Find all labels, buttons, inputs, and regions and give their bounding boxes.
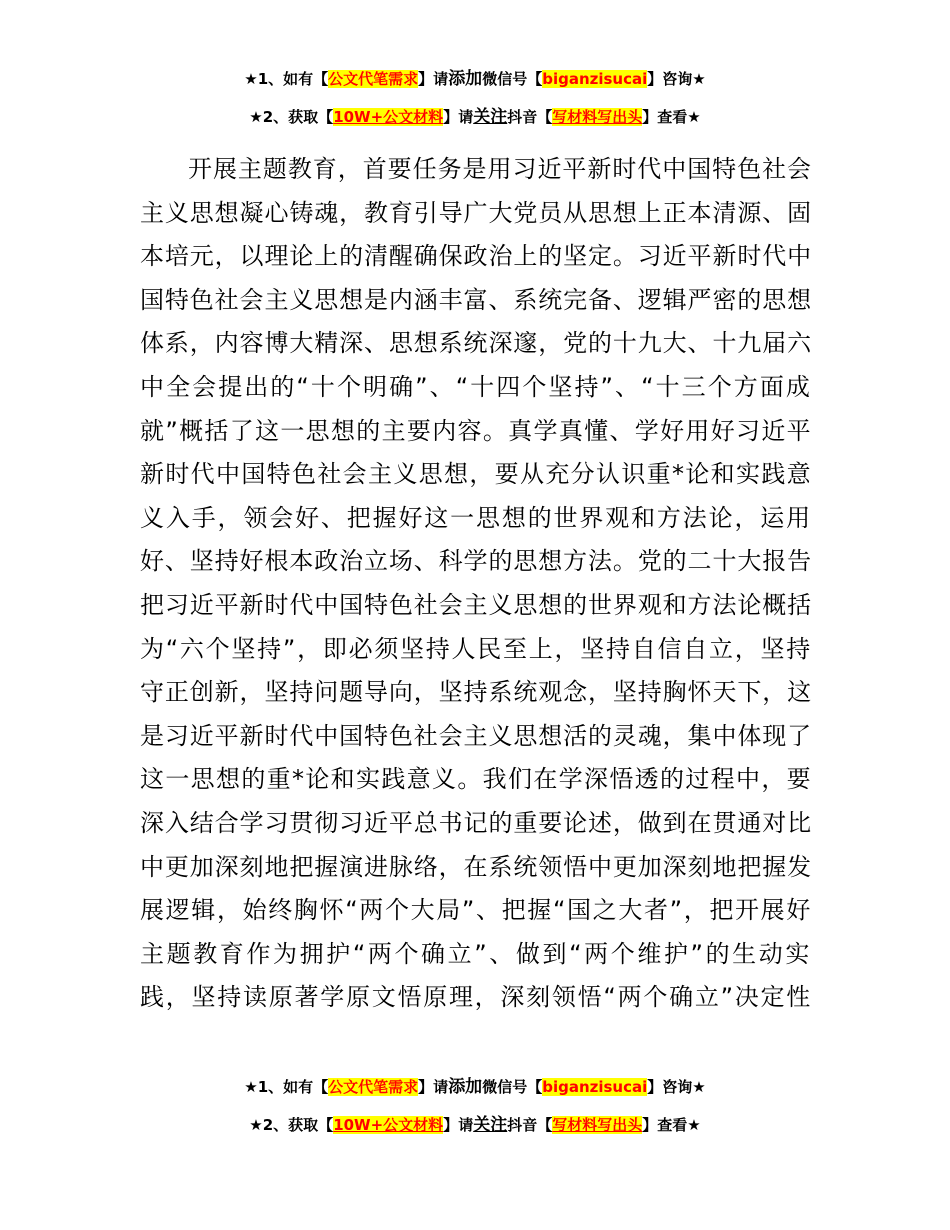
- banner-text: 】请: [443, 108, 474, 126]
- body-line: 深入结合学习贯彻习近平总书记的重要论述，做到在贯通对比: [140, 808, 813, 837]
- footer-banner-line-1: [0, 1077, 950, 1097]
- header-banner-line-2: [0, 107, 950, 127]
- banner-prefix: ★2、获取【: [249, 1116, 334, 1134]
- body-line: 为“六个坚持”，即必须坚持人民至上，坚持自信自立，坚持: [140, 634, 812, 663]
- body-line: 主义思想凝心铸魂，教育引导广大党员从思想上正本清源、固: [140, 198, 813, 227]
- body-paragraph: [140, 148, 812, 1020]
- banner-highlight: 写材料写出头: [552, 108, 643, 126]
- banner-text: 】请: [418, 1078, 449, 1096]
- banner-highlight: 10W+公文材料: [333, 1116, 444, 1134]
- banner-text: 】请: [418, 70, 449, 88]
- banner-suffix: 】咨询★: [647, 70, 706, 88]
- body-line: 新时代中国特色社会主义思想，要从充分认识重*论和实践意: [140, 460, 812, 489]
- banner-text: 抖音【: [507, 1116, 553, 1134]
- body-line: 开展主题教育，首要任务是用习近平新时代中国特色社会: [188, 155, 812, 183]
- banner-prefix: ★2、获取【: [249, 108, 334, 126]
- footer-banner-line-2: [0, 1115, 950, 1135]
- banner-highlight: 10W+公文材料: [333, 108, 444, 126]
- banner-text: 微信号【: [482, 1078, 543, 1096]
- body-line: 守正创新，坚持问题导向，坚持系统观念，坚持胸怀天下，这: [140, 678, 813, 707]
- body-line: 就”概括了这一思想的主要内容。真学真懂、学好用好习近平: [140, 416, 812, 445]
- body-line: 是习近平新时代中国特色社会主义思想活的灵魂，集中体现了: [140, 721, 813, 750]
- banner-highlight: biganzisucai: [542, 1078, 648, 1096]
- body-line: 本培元，以理论上的清醒确保政治上的坚定。习近平新时代中: [140, 242, 813, 271]
- body-line: 体系，内容博大精深、思想系统深邃，党的十九大、十九届六: [140, 329, 813, 358]
- banner-text: 】请: [443, 1116, 474, 1134]
- body-line: 义入手，领会好、把握好这一思想的世界观和方法论，运用: [140, 503, 812, 532]
- banner-emphasis: 添加: [448, 69, 483, 89]
- banner-highlight: 写材料写出头: [552, 1116, 643, 1134]
- banner-prefix: ★1、如有【: [244, 70, 329, 88]
- header-banner-line-1: [0, 69, 950, 89]
- body-line: 展逻辑，始终胸怀“两个大局”、把握“国之大者”，把开展好: [140, 896, 812, 925]
- banner-prefix: ★1、如有【: [244, 1078, 329, 1096]
- body-line: 中更加深刻地把握演进脉络，在系统领悟中更加深刻地把握发: [140, 852, 813, 881]
- banner-emphasis: 关注: [473, 1115, 508, 1135]
- body-line: 国特色社会主义思想是内涵丰富、系统完备、逻辑严密的思想: [140, 285, 813, 314]
- body-line: 好、坚持好根本政治立场、科学的思想方法。党的二十大报告: [140, 547, 813, 576]
- banner-highlight: biganzisucai: [542, 70, 648, 88]
- banner-text: 抖音【: [507, 108, 553, 126]
- body-line: 这一思想的重*论和实践意义。我们在学深悟透的过程中，要: [140, 765, 812, 794]
- body-line: 践，坚持读原著学原文悟原理，深刻领悟“两个确立”决定性: [140, 983, 812, 1012]
- banner-suffix: 】咨询★: [647, 1078, 706, 1096]
- banner-suffix: 】查看★: [642, 1116, 701, 1134]
- body-line: 主题教育作为拥护“两个确立”、做到“两个维护”的生动实: [140, 939, 812, 968]
- banner-emphasis: 添加: [448, 1077, 483, 1097]
- banner-highlight: 公文代笔需求: [328, 70, 419, 88]
- banner-emphasis: 关注: [473, 107, 508, 127]
- body-line: 把习近平新时代中国特色社会主义思想的世界观和方法论概括: [140, 590, 813, 619]
- banner-highlight: 公文代笔需求: [328, 1078, 419, 1096]
- banner-suffix: 】查看★: [642, 108, 701, 126]
- body-line: 中全会提出的“十个明确”、“十四个坚持”、“十三个方面成: [140, 372, 812, 401]
- banner-text: 微信号【: [482, 70, 543, 88]
